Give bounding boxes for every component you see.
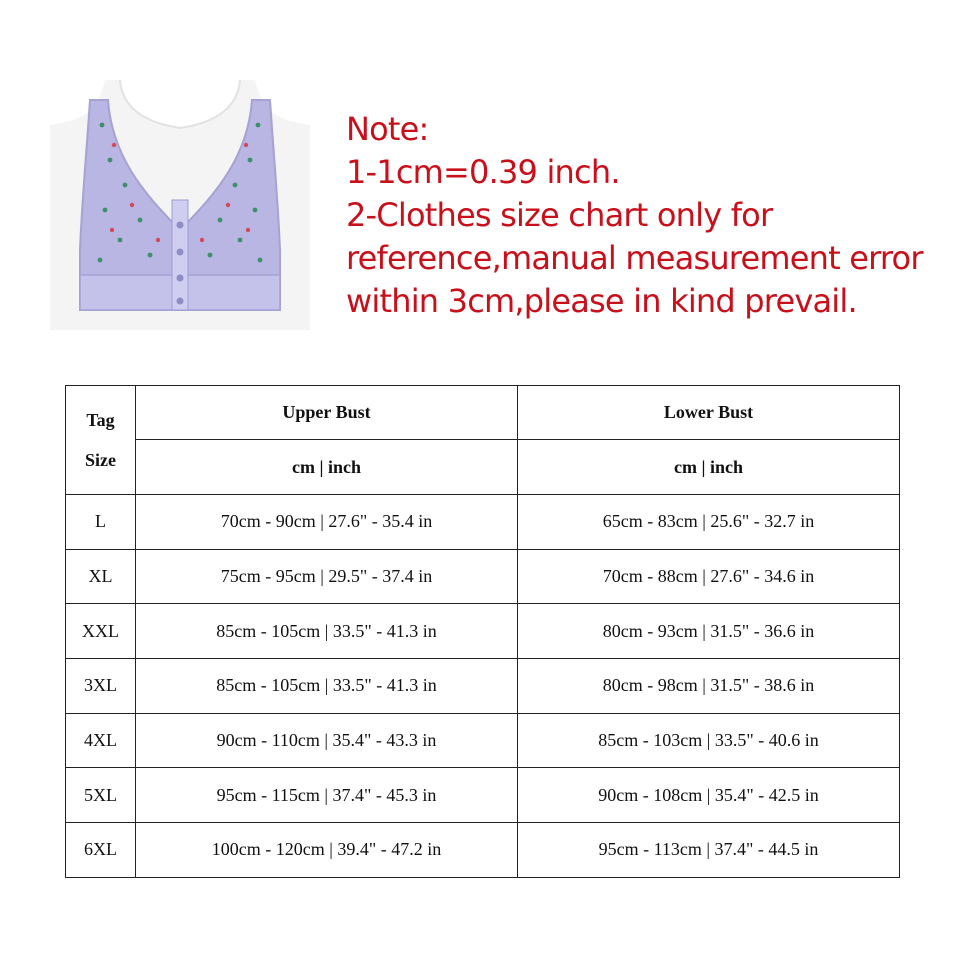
lower-bust-cell: 80cm - 93cm | 31.5" - 36.6 in [518, 604, 900, 659]
upper-bust-units: cm | inch [136, 440, 518, 495]
size-cell: L [66, 495, 136, 550]
note-line-4: within 3cm,please in kind prevail. [346, 282, 857, 320]
upper-bust-cell: 75cm - 95cm | 29.5" - 37.4 in [136, 549, 518, 604]
lower-bust-cell: 90cm - 108cm | 35.4" - 42.5 in [518, 768, 900, 823]
upper-bust-header: Upper Bust [136, 386, 518, 440]
size-cell: 5XL [66, 768, 136, 823]
upper-bust-cell: 95cm - 115cm | 37.4" - 45.3 in [136, 768, 518, 823]
table-row [66, 495, 900, 550]
size-cell: 4XL [66, 713, 136, 768]
lower-bust-cell: 80cm - 98cm | 31.5" - 38.6 in [518, 659, 900, 714]
note-block [346, 108, 936, 323]
table-row [66, 823, 900, 878]
upper-bust-cell: 70cm - 90cm | 27.6" - 35.4 in [136, 495, 518, 550]
tag-header-line-1: Tag [86, 410, 115, 430]
upper-bust-cell: 85cm - 105cm | 33.5" - 41.3 in [136, 659, 518, 714]
lower-bust-cell: 65cm - 83cm | 25.6" - 32.7 in [518, 495, 900, 550]
table-row [66, 713, 900, 768]
tag-size-header [66, 386, 136, 495]
lower-bust-cell: 85cm - 103cm | 33.5" - 40.6 in [518, 713, 900, 768]
header-row [66, 386, 900, 440]
upper-bust-cell: 90cm - 110cm | 35.4" - 43.3 in [136, 713, 518, 768]
size-cell: XXL [66, 604, 136, 659]
lower-bust-cell: 95cm - 113cm | 37.4" - 44.5 in [518, 823, 900, 878]
table-row [66, 768, 900, 823]
size-cell: 3XL [66, 659, 136, 714]
upper-bust-cell: 100cm - 120cm | 39.4" - 47.2 in [136, 823, 518, 878]
units-row [66, 440, 900, 495]
note-line-3: reference,manual measurement error [346, 239, 923, 277]
size-cell: XL [66, 549, 136, 604]
product-photo [50, 80, 310, 330]
table-row [66, 604, 900, 659]
upper-bust-cell: 85cm - 105cm | 33.5" - 41.3 in [136, 604, 518, 659]
tag-header-line-2: Size [85, 450, 116, 470]
note-line-2: 2-Clothes size chart only for [346, 196, 773, 234]
size-chart-table [65, 385, 900, 878]
table-row [66, 659, 900, 714]
size-cell: 6XL [66, 823, 136, 878]
lower-bust-header: Lower Bust [518, 386, 900, 440]
note-line-1: 1-1cm=0.39 inch. [346, 153, 620, 191]
lower-bust-cell: 70cm - 88cm | 27.6" - 34.6 in [518, 549, 900, 604]
lower-bust-units: cm | inch [518, 440, 900, 495]
note-title: Note: [346, 110, 429, 148]
table-row [66, 549, 900, 604]
